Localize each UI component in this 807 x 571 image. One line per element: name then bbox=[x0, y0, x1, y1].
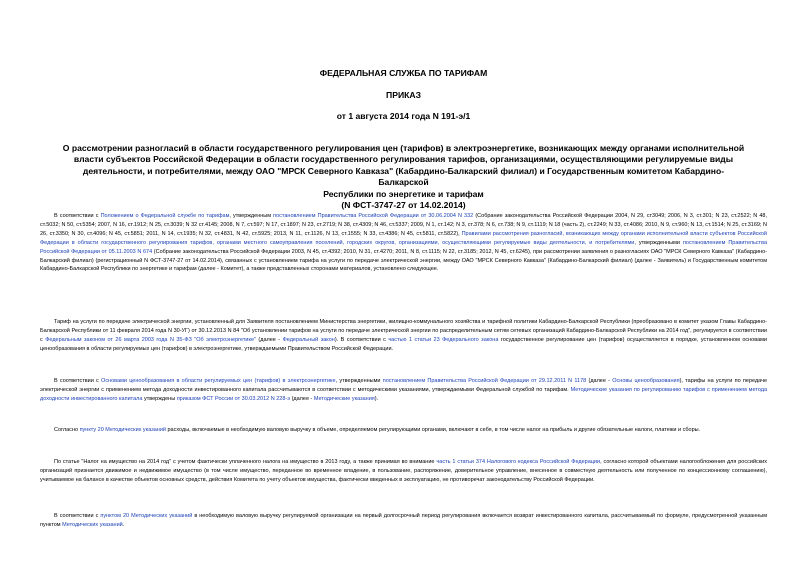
text-run: (далее - bbox=[290, 395, 314, 402]
link-federal-law-35[interactable]: Федеральным законом от 26 марта 2003 года N 35-ФЗ "Об электроэнергетике" bbox=[45, 336, 256, 343]
text-run: , утвержденным bbox=[229, 213, 274, 219]
title-line: (N ФСТ-3747-27 от 14.02.2014) bbox=[341, 200, 466, 211]
link-decree-1178[interactable]: постановлением Правительства Российской Федерации от 29.12.2011 N 1178 bbox=[382, 378, 587, 384]
title-line: Республики по энергетике и тарифам bbox=[323, 188, 484, 199]
text-run: (Собрание законодательства Российской Федерации 2004, N 29, ст3049; 2006, N 3, ст.301; N 23, ст.2522; N 48, ст.5032; N 50, ст.5354; 2007, N 16, ст.1912; N 25, ст.3039; N 32 ст.4145; 2008, N 7, ст.597; N 17, ст.1897; N 23, ст.2719; N 38, ст.4309; N 46, ст.5337; 2009, N 1, ст.142; N 3, ст.378; N 6, ст.738; N 9, ст.1119; N 18 (часть 2), ст.2249; N 33, ст.4086; 2010, N 9, ст.960; N 13, ст.1514; N 25, ст.3169; N 26, ст.3350; N 30, ст.4096; N 45, ст.5851; 2011, N 14, ст.1935; N 32, ст.4831, N 42, ст.5925; 2013, N 11, ст.1126, N 13, ст.1555; N 33, ст.4386; N 45, ст.5811, ст.5822), bbox=[40, 213, 768, 237]
agency-heading: ФЕДЕРАЛЬНАЯ СЛУЖБА ПО ТАРИФАМ bbox=[319, 68, 488, 78]
text-run: ). bbox=[374, 395, 379, 402]
title-line: О рассмотрении разногласий в области государственного регулирования цен (тарифов) в электроэнергетике, возникающих между органами исполнительной bbox=[62, 143, 745, 153]
text-run: Тариф на услуги по передаче электрической энергии, установленный для Заявителя постановлением Министерства энергетики, жилищно-коммунального хозяйства и тарифной политики Кабардино-Балкарской Республики (преобразовано в комитет указом Главы Кабардино-Балкарской Республики от 11 февраля 2014 года N 30-УГ) от 30.12.2013 N 84 "Об установлении тарифов на услуги по передаче электрической энергии по распределительным сетям сетевых организаций Кабардино-Балкарской Республики на 2014 год", регулируется в соответствии с bbox=[40, 319, 767, 343]
text-run: В соответствии с bbox=[54, 378, 102, 384]
text-run: По статье "Налог на имущество на 2014 год" с учетом фактически уплаченного налога на имущество в 2013 году, а также принимая во внимание bbox=[54, 459, 437, 465]
title-line: власти субъектов Российской Федерации в области государственного регулирования тарифов, организациями, осуществляющими регулируемые виды bbox=[73, 154, 734, 165]
link-dispute-rules[interactable]: Правилами рассмотрения разногласий, возникающих между органами исполнительной власти субъектов Российской Федерации в области государственного регулирования тарифов, органами местного самоуправления поселений, городских округов, организациями, осуществляющими регулируемые виды деятельности, и потребителями bbox=[40, 230, 768, 246]
text-run: ), тарифы на услуги по передаче электрической энергии с применением метода доходности инвестированного капитала рассчитываются в соответствии с методическими указаниями, утверждаемыми Федеральной службой по тарифам. bbox=[40, 378, 768, 393]
link-clause-20[interactable]: пункту 20 Методических указаний bbox=[79, 427, 166, 433]
text-run: , утвержденными bbox=[335, 378, 383, 384]
link-tax-code-374[interactable]: часть 1 статьи 374 Налогового кодекса Российской Федерации bbox=[436, 459, 601, 465]
text-run: (далее - bbox=[586, 378, 613, 384]
text-run: государственное регулирование цен (тарифов) осуществляется в порядке, установленном основами ценообразования в области регулируемых цен (тарифов) в электроэнергетике, утверждаемыми Правительством Российской Федерации. bbox=[40, 336, 768, 352]
paragraph-4 bbox=[40, 426, 767, 435]
text-run: , согласно которой объектами налогообложения для российских организаций признается движимое и недвижимое имущество (в том числе имущество, переданное во временное владение, в пользование, распоряжение, доверительное управление, внесенное в совместную деятельность или полученное по концессионному соглашению), учитываемое на балансе в качестве объектов основных средств, действия Комитета по учету объектов имущества, фактически введенных в эксплуатацию, не противоречат законодательству Российской Федерации. bbox=[40, 459, 767, 483]
text-run: утверждены bbox=[142, 395, 177, 402]
link-pricing-basics[interactable]: Основами ценообразования в области регулируемых цен (тарифов) в электроэнергетике bbox=[101, 378, 336, 384]
link-method-guidelines[interactable]: Методические указания по регулированию тарифов с применением метода доходности инвестированного капитала bbox=[40, 386, 768, 402]
document-title bbox=[60, 143, 747, 211]
paragraph-2 bbox=[40, 318, 767, 354]
text-run: В соответствии с bbox=[54, 513, 101, 519]
link-pricing-basics-short[interactable]: Основы ценообразования bbox=[612, 378, 680, 384]
link-order-228[interactable]: приказом ФСТ России от 30.03.2012 N 228-э bbox=[176, 395, 291, 402]
text-run: ). В соответствии с bbox=[334, 336, 389, 343]
text-run: В соответствии с bbox=[54, 213, 101, 219]
link-regulation-fst[interactable]: Положением о Федеральной службе по тарифам bbox=[100, 213, 230, 219]
link-clause-20-guidelines[interactable]: пунктом 20 Методических указаний bbox=[100, 513, 193, 519]
link-federal-law[interactable]: Федеральный закон bbox=[282, 336, 335, 343]
paragraph-6 bbox=[40, 512, 767, 530]
link-guidelines[interactable]: Методических указаний bbox=[62, 521, 123, 528]
text-run: (Собрание законодательства Российской Федерации 2003, N 45, ст.4392; 2010, N 31, ст.4270; 2011, N 8, ст.1115; N 22, ст.3185; 2012, N 45, ст.6245), при рассмотрении заявления о разногласиях ОАО "МРСК Северного Кавказа" (Кабардино-Балкарский филиал) (регистрационный N ФСТ-3747-27 от 14.02.2014), связанных с установлением тарифа на услуги по передаче электрической энергии, между ОАО "МРСК Северного Кавказа" (Кабардино-Балкарский филиал) (далее - Заявитель) и Государственным комитетом Кабардино-Балкарской Республики по энергетике и тарифам (далее - Комитет), а также представленных сторонами материалов, установлено следующее. bbox=[40, 248, 767, 273]
link-decree-674[interactable]: постановлением Правительства Российской Федерации от 05.11.2003 N 674 bbox=[40, 239, 768, 255]
paragraph-3 bbox=[40, 377, 767, 404]
text-run: Согласно bbox=[54, 427, 80, 433]
title-line: деятельности, и потребителями, между ОАО "МРСК Северного Кавказа" (Кабардино-Балкарский филиал) и Государственным комитетом Кабардино-Балкарской bbox=[82, 165, 725, 188]
link-method-guidelines-short[interactable]: Методические указания bbox=[313, 395, 375, 402]
link-decree-332[interactable]: постановлением Правительства Российской Федерации от 30.06.2004 N 332 bbox=[273, 213, 474, 219]
link-article-23[interactable]: частью 1 статьи 23 Федерального закона bbox=[388, 336, 499, 343]
paragraph-1 bbox=[40, 212, 767, 274]
text-run: . bbox=[122, 521, 125, 528]
text-run: расходы, включаемые в необходимую валовую выручку в объеме, определяемом регулирующими органами, включают в себя, в том числе налог на прибыль и другие обязательные налоги, платежи и сборы. bbox=[165, 427, 701, 433]
text-run: в необходимую валовую выручку регулируемой организации на первый долгосрочный период регулирования включается возврат инвестированного капитала, рассчитываемый по формуле, предусмотренной указанным пунктом bbox=[40, 513, 767, 528]
paragraph-5 bbox=[40, 458, 767, 485]
doc-type-heading: ПРИКАЗ bbox=[386, 90, 421, 100]
text-run: (далее - bbox=[255, 336, 283, 343]
text-run: , утвержденными bbox=[634, 239, 683, 246]
doc-date-number: от 1 августа 2014 года N 191-э/1 bbox=[336, 111, 471, 121]
